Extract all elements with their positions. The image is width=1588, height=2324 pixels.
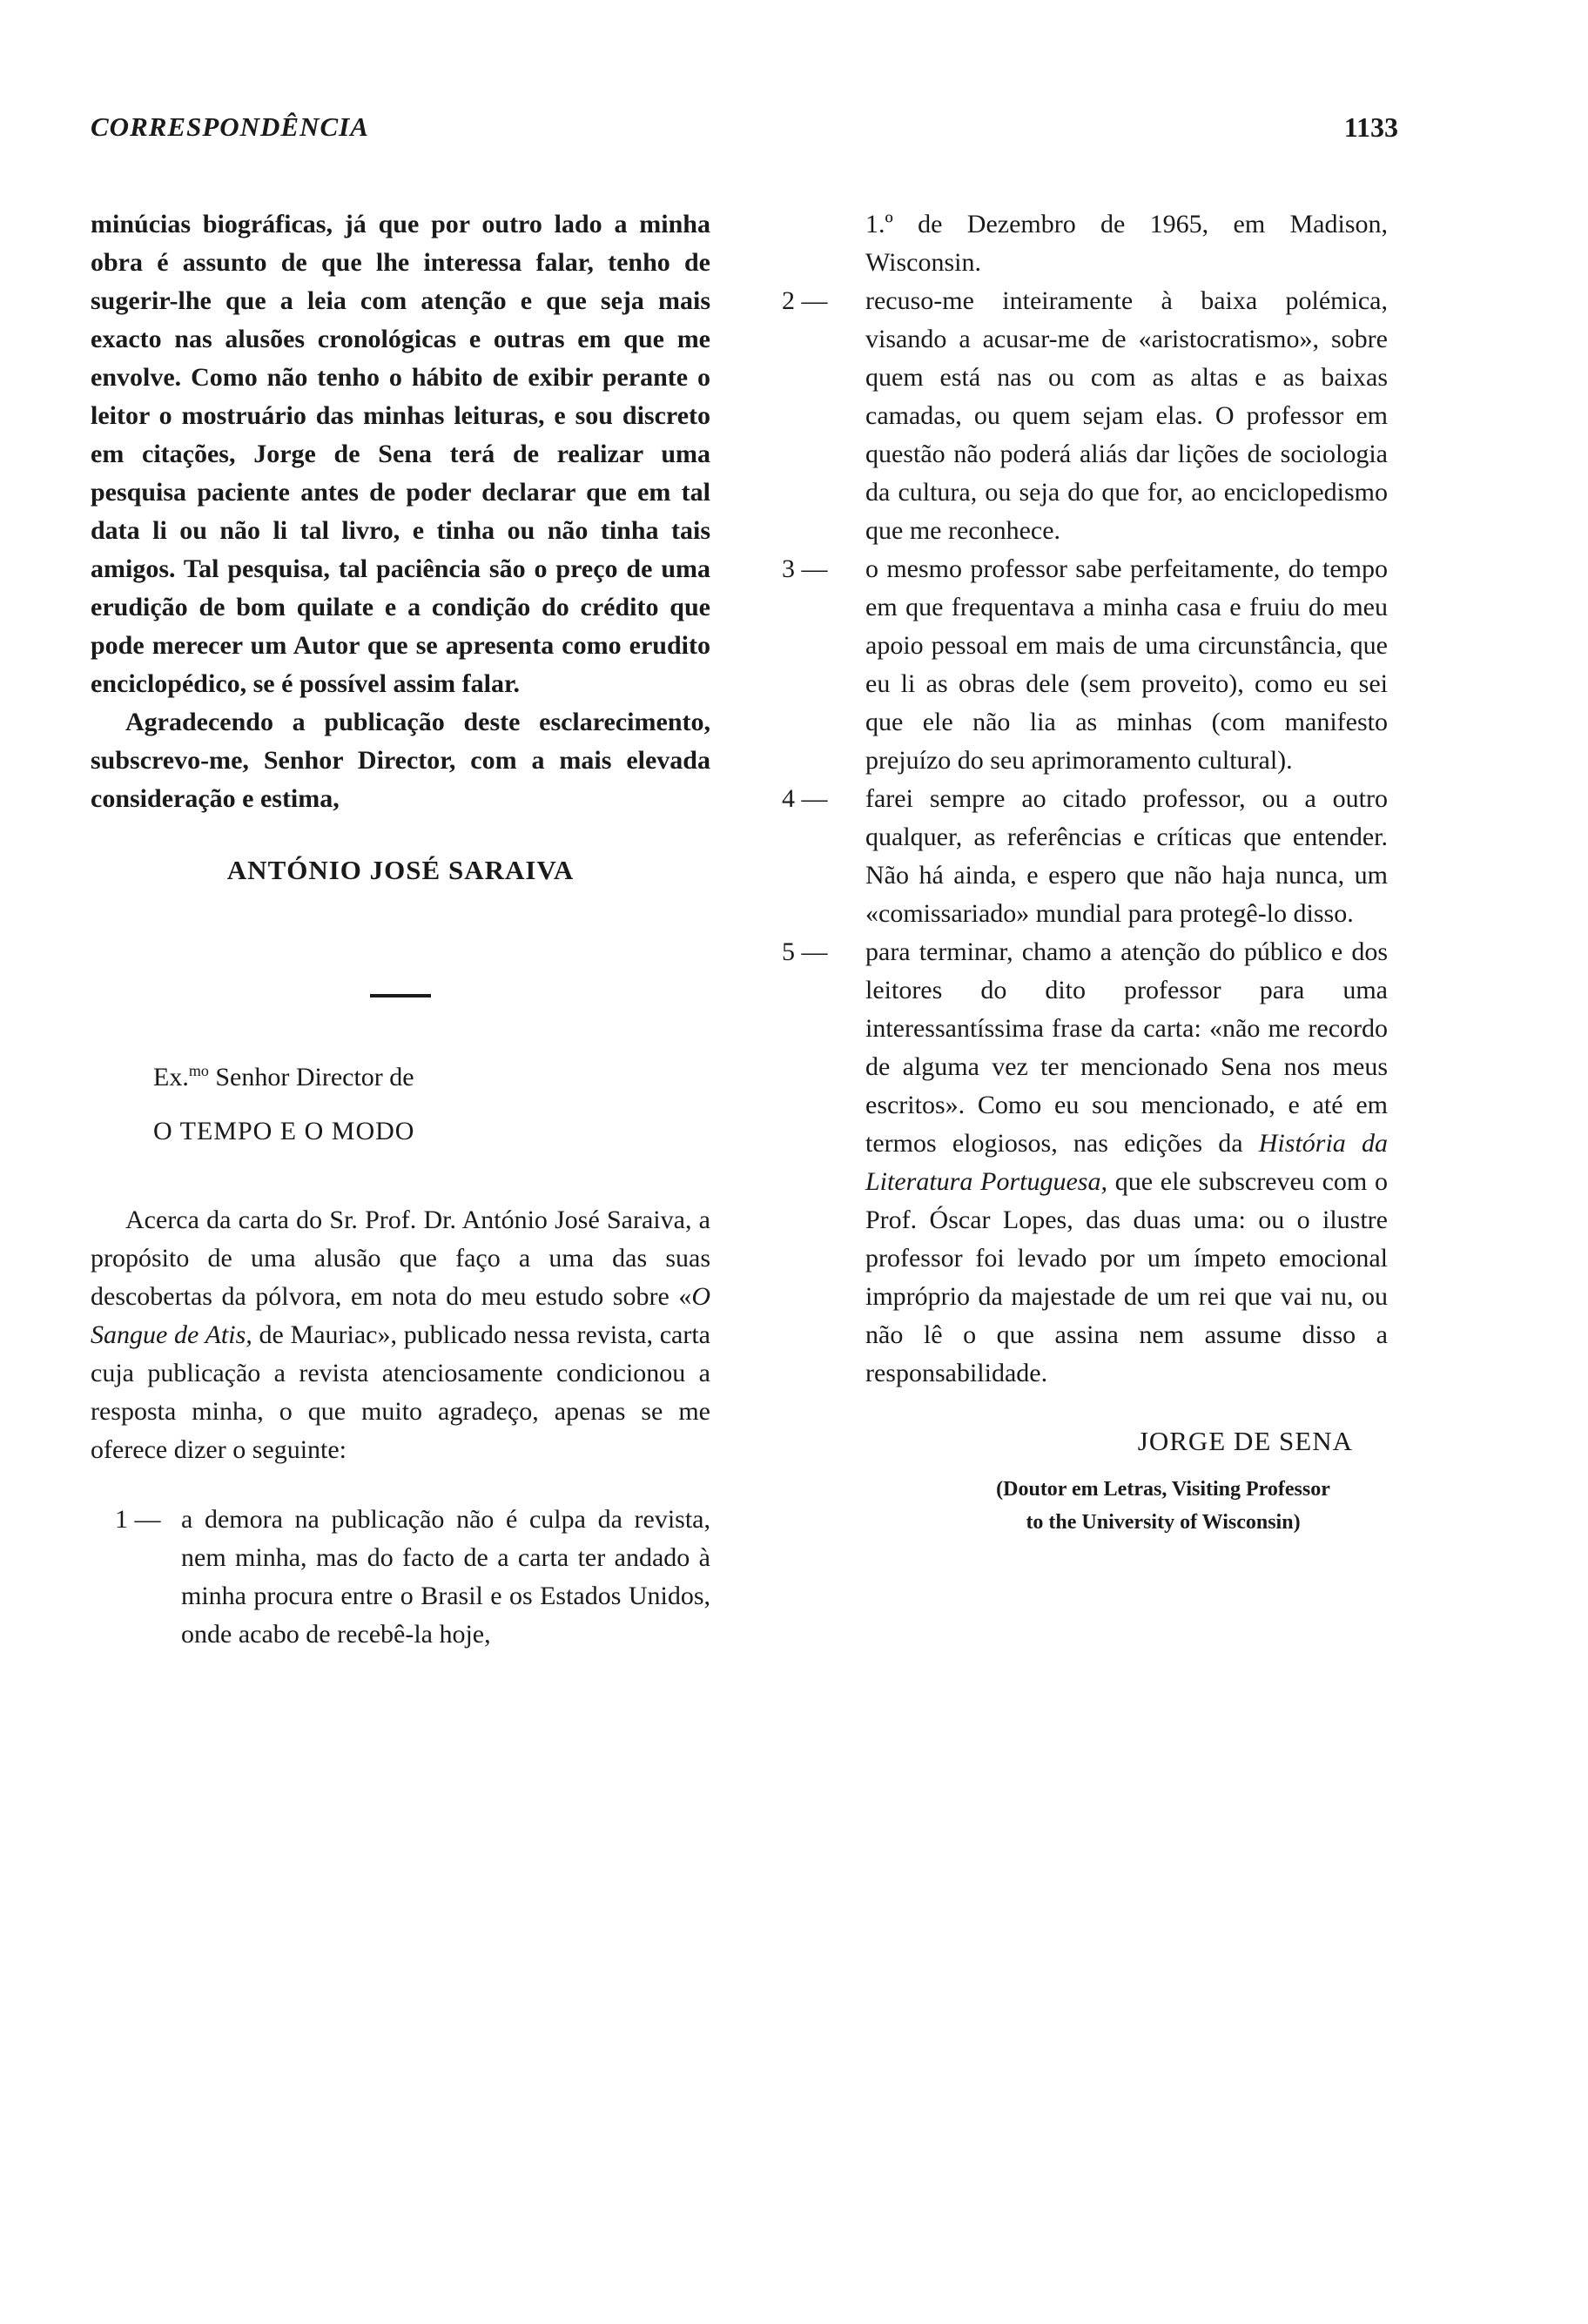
salutation-rest: Senhor Director de (208, 1063, 414, 1091)
credentials-line-1: (Doutor em Letras, Visiting Professor (996, 1478, 1330, 1501)
list-item-4-text: farei sempre ao citado professor, ou a outro qualquer, as referências e críticas que entender. Não há ainda, e espero que não haja nunca, um «comissariado» mundial para protegê-lo disso. (865, 784, 1388, 928)
credentials-line-2: to the University of Wisconsin) (1026, 1511, 1301, 1534)
saraiva-thanks-paragraph: Agradecendo a publicação deste esclarecimento, subscrevo-me, Senhor Director, com a mais elevada consideração e estima, (91, 708, 710, 813)
journal-name: O TEMPO E O MODO (153, 1117, 415, 1145)
left-column (91, 205, 710, 1654)
list-item-3-number: 3 — (782, 554, 828, 583)
section-divider (370, 994, 431, 997)
list-item-5-text-1: para terminar, chamo a atenção do público e dos leitores do dito professor para uma interessantíssima frase da carta: «não me recordo de alguma vez ter mencionado Sena nos meus escritos». Como eu sou mencionado, e até em termos elogiosos, nas edições da (865, 937, 1388, 1158)
saraiva-signature: ANTÓNIO JOSÉ SARAIVA (226, 855, 575, 885)
salutation-prefix: Ex. (153, 1063, 189, 1091)
list-item-1 (91, 1501, 710, 1654)
intro-italic-title: O Sangue de Atis, (91, 1282, 710, 1349)
intro-text-2: de Mauriac», publicado nessa revista, carta cuja publicação a revista atenciosamente condicionou a resposta minha, o que muito agradeço, apenas se me oferece dizer o seguinte: (91, 1320, 710, 1464)
list-item-1-continuation: 1.º de Dezembro de 1965, em Madison, Wisconsin. (865, 210, 1388, 277)
sena-credentials (782, 1473, 1388, 1539)
list-item-3-text: o mesmo professor sabe perfeitamente, do tempo em que frequentava a minha casa e fruiu do meu apoio pessoal em mais de uma circunstância, que eu li as obras dele (sem proveito), como eu sei que ele não lia as minhas (com manifesto prejuízo do seu aprimoramento cultural). (865, 554, 1388, 775)
list-item-2-number: 2 — (782, 286, 828, 315)
list-item-5-text-2: que ele subscreveu com o Prof. Óscar Lopes, das duas uma: ou o ilustre professor foi levado por um ímpeto emocional impróprio da majestade de um rei que vai nu, ou não lê o que assina nem assume disso a responsabilidade. (865, 1167, 1388, 1387)
list-item-3 (782, 550, 1388, 780)
list-item-4 (782, 780, 1388, 933)
list-item-2-text: recuso-me inteiramente à baixa polémica, visando a acusar-me de «aristocratismo», sobre quem está nas ou com as altas e as baixas camadas, ou quem sejam elas. O professor em questão não poderá aliás dar lições de sociologia da cultura, ou seja do que for, ao enciclopedismo que me reconhece. (865, 286, 1388, 545)
right-column (782, 205, 1388, 1539)
list-item-1-number: 1 — (115, 1505, 161, 1534)
list-item-5-number: 5 — (782, 937, 828, 966)
list-item-2 (782, 282, 1388, 550)
running-head: CORRESPONDÊNCIA (91, 111, 369, 142)
sena-signature: JORGE DE SENA (1137, 1426, 1353, 1456)
sena-salutation (91, 1051, 710, 1097)
intro-text-1: Acerca da carta do Sr. Prof. Dr. António José Saraiva, a propósito de uma alusão que faço a uma das suas descobertas da pólvora, em nota do meu estudo sobre « (91, 1206, 710, 1311)
list-item-5-italic-title: História da Literatura Portuguesa, (865, 1129, 1388, 1196)
sena-intro-paragraph (91, 1201, 710, 1469)
list-item-4-number: 4 — (782, 784, 828, 813)
page-number: 1133 (1343, 111, 1398, 143)
list-item-1-text: a demora na publicação não é culpa da revista, nem minha, mas do facto de a carta ter andado à minha procura entre o Brasil e os Estados Unidos, onde acabo de recebê-la hoje, (181, 1505, 710, 1649)
salutation-superscript: mo (188, 1062, 209, 1079)
list-item-5 (782, 933, 1388, 1393)
saraiva-closing-paragraph: minúcias biográficas, já que por outro lado a minha obra é assunto de que lhe interessa falar, tenho de sugerir-lhe que a leia com atenção e que seja mais exacto nas alusões cronológicas e outras em que me envolve. Como não tenho o hábito de exibir perante o leitor o mostruário das minhas leituras, e sou discreto em citações, Jorge de Sena terá de realizar uma pesquisa paciente antes de poder declarar que em tal data li ou não li tal livro, e tinha ou não tinha tais amigos. Tal pesquisa, tal paciência são o preço de uma erudição de bom quilate e a condição do crédito que pode merecer um Autor que se apresenta como erudito enciclopédico, se é possível assim falar. (91, 210, 710, 698)
